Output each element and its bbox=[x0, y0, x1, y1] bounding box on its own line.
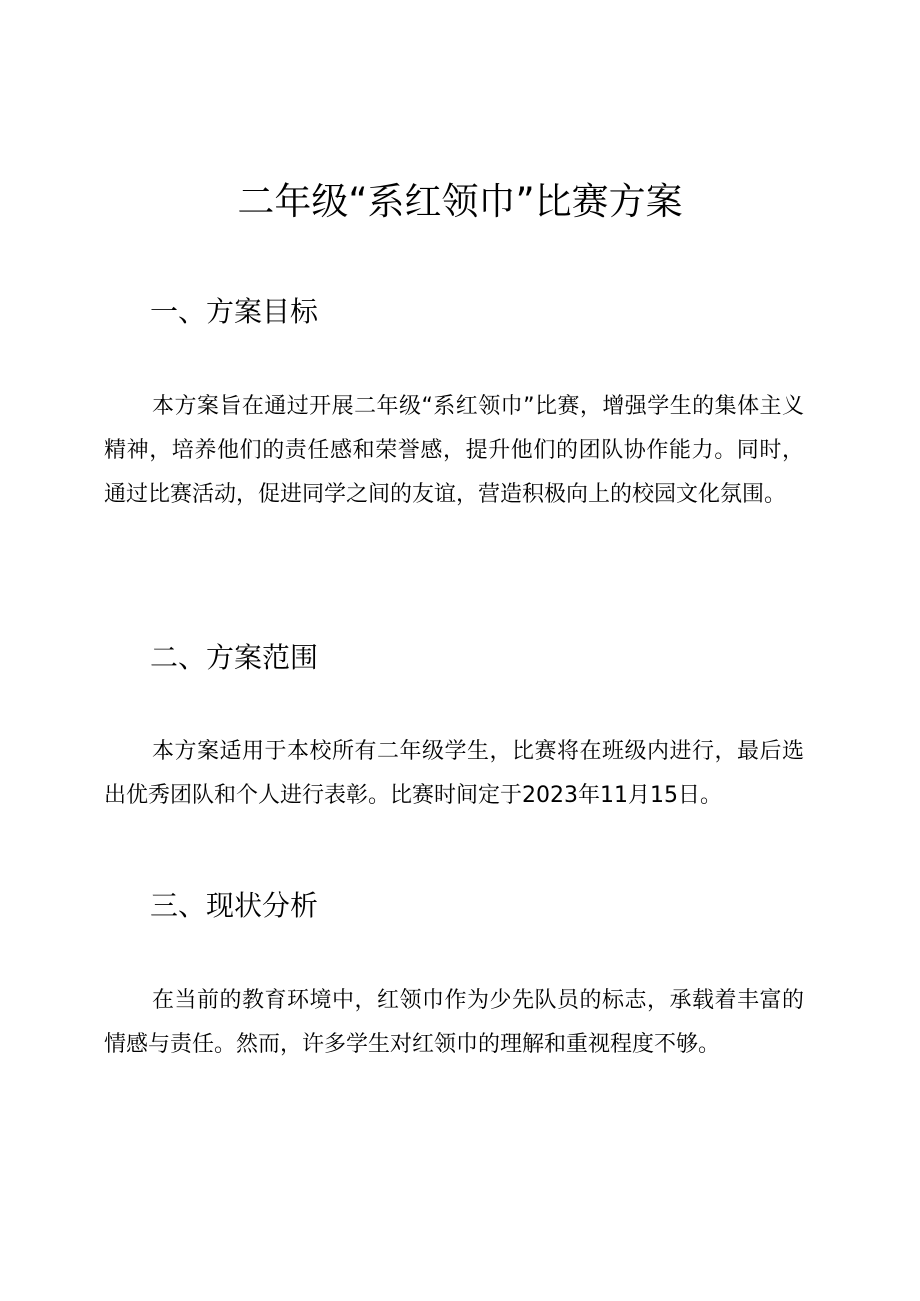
section-text-analysis: 在当前的教育环境中，红领巾作为少先队员的标志，承载着丰富的情感与责任。然而，许多学生对红领巾的理解和重视程度不够。 bbox=[104, 988, 804, 1057]
document-title: 二年级“系红领巾”比赛方案 bbox=[237, 180, 683, 223]
section-text-goals: 本方案旨在通过开展二年级“系红领巾”比赛，增强学生的集体主义精神，培养他们的责任感和荣誉感，提升他们的团队协作能力。同时，通过比赛活动，促进同学之间的友谊，营造积极向上的校园文化氛围。 bbox=[104, 394, 804, 507]
section-text-scope: 本方案适用于本校所有二年级学生，比赛将在班级内进行，最后选出优秀团队和个人进行表彰。比赛时间定于2023年11月15日。 bbox=[104, 739, 804, 808]
section-heading-scope: 二、方案范围 bbox=[150, 641, 319, 674]
section-heading-goals: 一、方案目标 bbox=[150, 295, 319, 328]
section-heading-analysis: 三、现状分析 bbox=[150, 889, 319, 922]
